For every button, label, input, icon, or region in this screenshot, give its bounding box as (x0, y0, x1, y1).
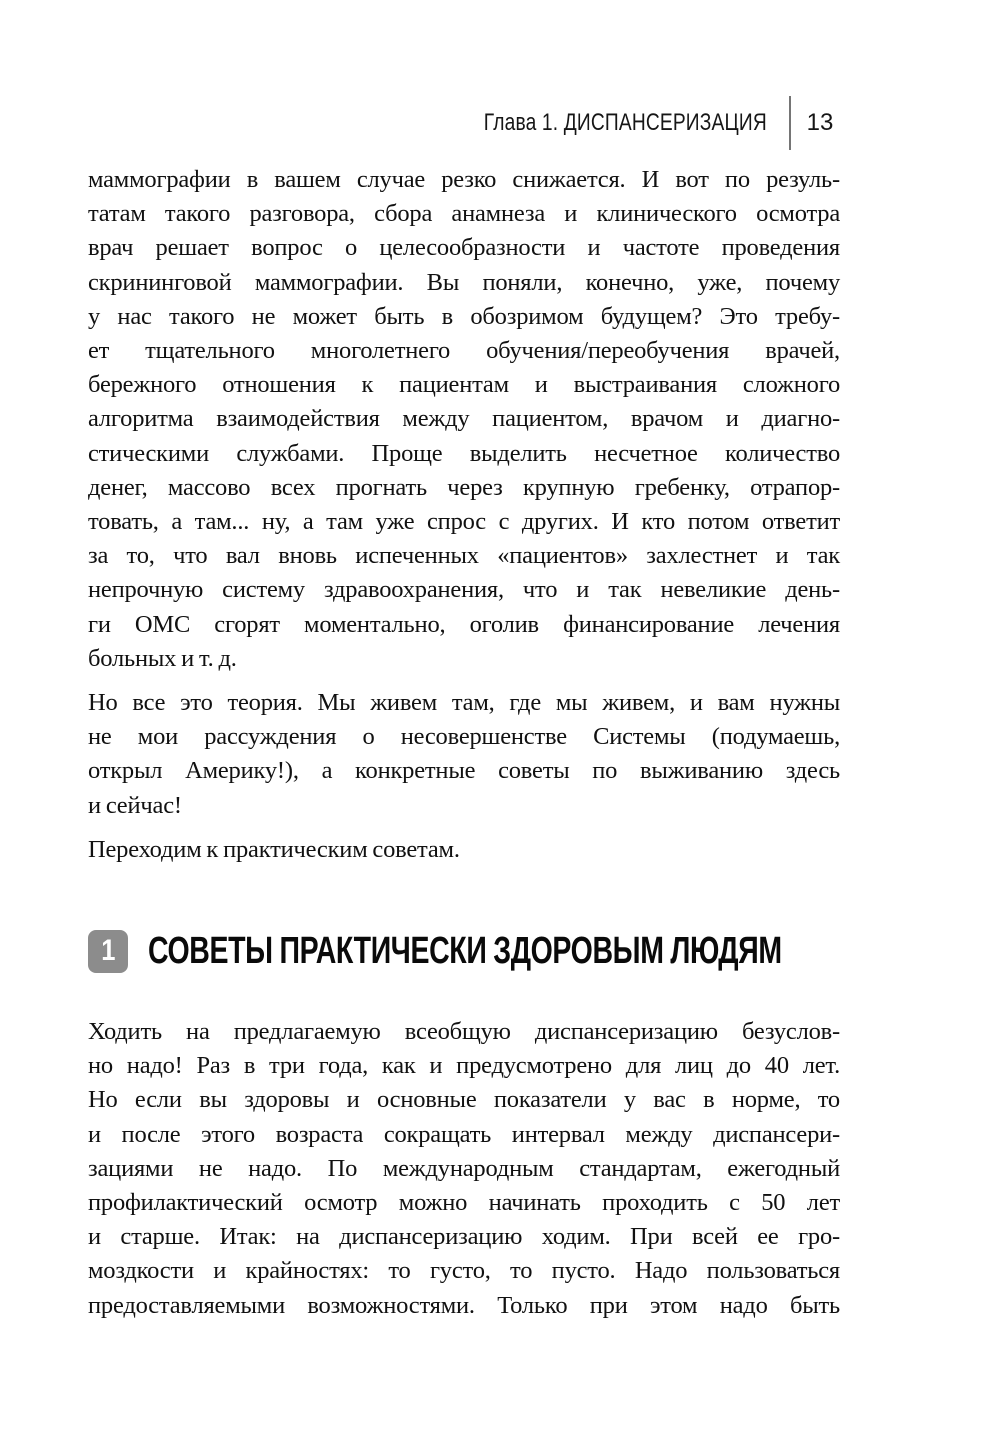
chapter-label: Глава 1. ДИСПАНСЕРИЗАЦИЯ (483, 109, 767, 136)
text-line: и сейчас! (88, 791, 182, 819)
paragraph (88, 163, 840, 676)
paragraph (88, 833, 840, 867)
text-line: скрининговой маммографии. Вы поняли, конечно, уже, почему (88, 268, 840, 296)
text-line: но надо! Раз в три года, как и предусмотрено для лиц до 40 лет. (88, 1052, 840, 1080)
text-line: не мои рассуждения о несовершенстве Системы (подумаешь, (88, 723, 840, 751)
text-column (88, 163, 840, 1323)
text-line: и после этого возраста сокращать интервал между диспансери- (88, 1120, 840, 1148)
text-line: бережного отношения к пациентам и выстраивания сложного (88, 371, 840, 399)
text-line: Переходим к практическим советам. (88, 835, 460, 863)
text-line: врач решает вопрос о целесообразности и частоте проведения (88, 234, 840, 262)
text-line: татам такого разговора, сбора анамнеза и клинического осмотра (88, 200, 840, 228)
text-line: больных и т. д. (88, 644, 237, 672)
header-divider (789, 96, 791, 150)
text-line: непрочную систему здравоохранения, что и так невеликие день- (88, 576, 840, 604)
section-title: СОВЕТЫ ПРАКТИЧЕСКИ ЗДОРОВЫМ ЛЮДЯМ (148, 929, 782, 972)
page-number: 13 (806, 109, 834, 136)
text-line: алгоритма взаимодействия между пациентом, врачом и диагно- (88, 405, 840, 433)
text-line: Ходить на предлагаемую всеобщую диспансеризацию безуслов- (88, 1018, 840, 1046)
text-line: маммографии в вашем случае резко снижается. И вот по резуль- (88, 166, 840, 193)
text-line: денег, массово всех прогнать через крупную гребенку, отрапор- (88, 473, 840, 501)
paragraph (88, 686, 840, 823)
text-line: Но все это теория. Мы живем там, где мы живем, и вам нужны (88, 689, 840, 717)
text-line: у нас такого не может быть в обозримом будущем? Это требу- (88, 302, 840, 330)
section-number-badge (88, 930, 128, 973)
section-number: 1 (100, 933, 116, 967)
text-line: моздкости и крайностях: то густо, то пусто. Надо пользоваться (88, 1257, 840, 1285)
text-line: предоставляемыми возможностями. Только при этом надо быть (88, 1291, 840, 1319)
text-line: ги ОМС сгорят моментально, оголив финансирование лечения (88, 610, 840, 638)
text-line: зациями не надо. По международным стандартам, ежегодный (88, 1154, 840, 1182)
text-line: за то, что вал вновь испеченных «пациентов» захлестнет и так (88, 542, 840, 570)
section-heading (88, 929, 840, 973)
text-line: ет тщательного многолетнего обучения/переобучения врачей, (88, 337, 840, 365)
text-line: стическими службами. Проще выделить несчетное количество (88, 439, 840, 467)
text-line: и старше. Итак: на диспансеризацию ходим. При всей ее гро- (88, 1223, 840, 1251)
text-line: профилактический осмотр можно начинать проходить с 50 лет (88, 1189, 840, 1217)
text-line: товать, а там... ну, а там уже спрос с других. И кто потом ответит (88, 508, 840, 536)
paragraph (88, 1015, 840, 1323)
running-header (0, 96, 987, 150)
text-line: открыл Америку!), а конкретные советы по выживанию здесь (88, 757, 840, 785)
text-line: Но если вы здоровы и основные показатели у вас в норме, то (88, 1086, 840, 1114)
